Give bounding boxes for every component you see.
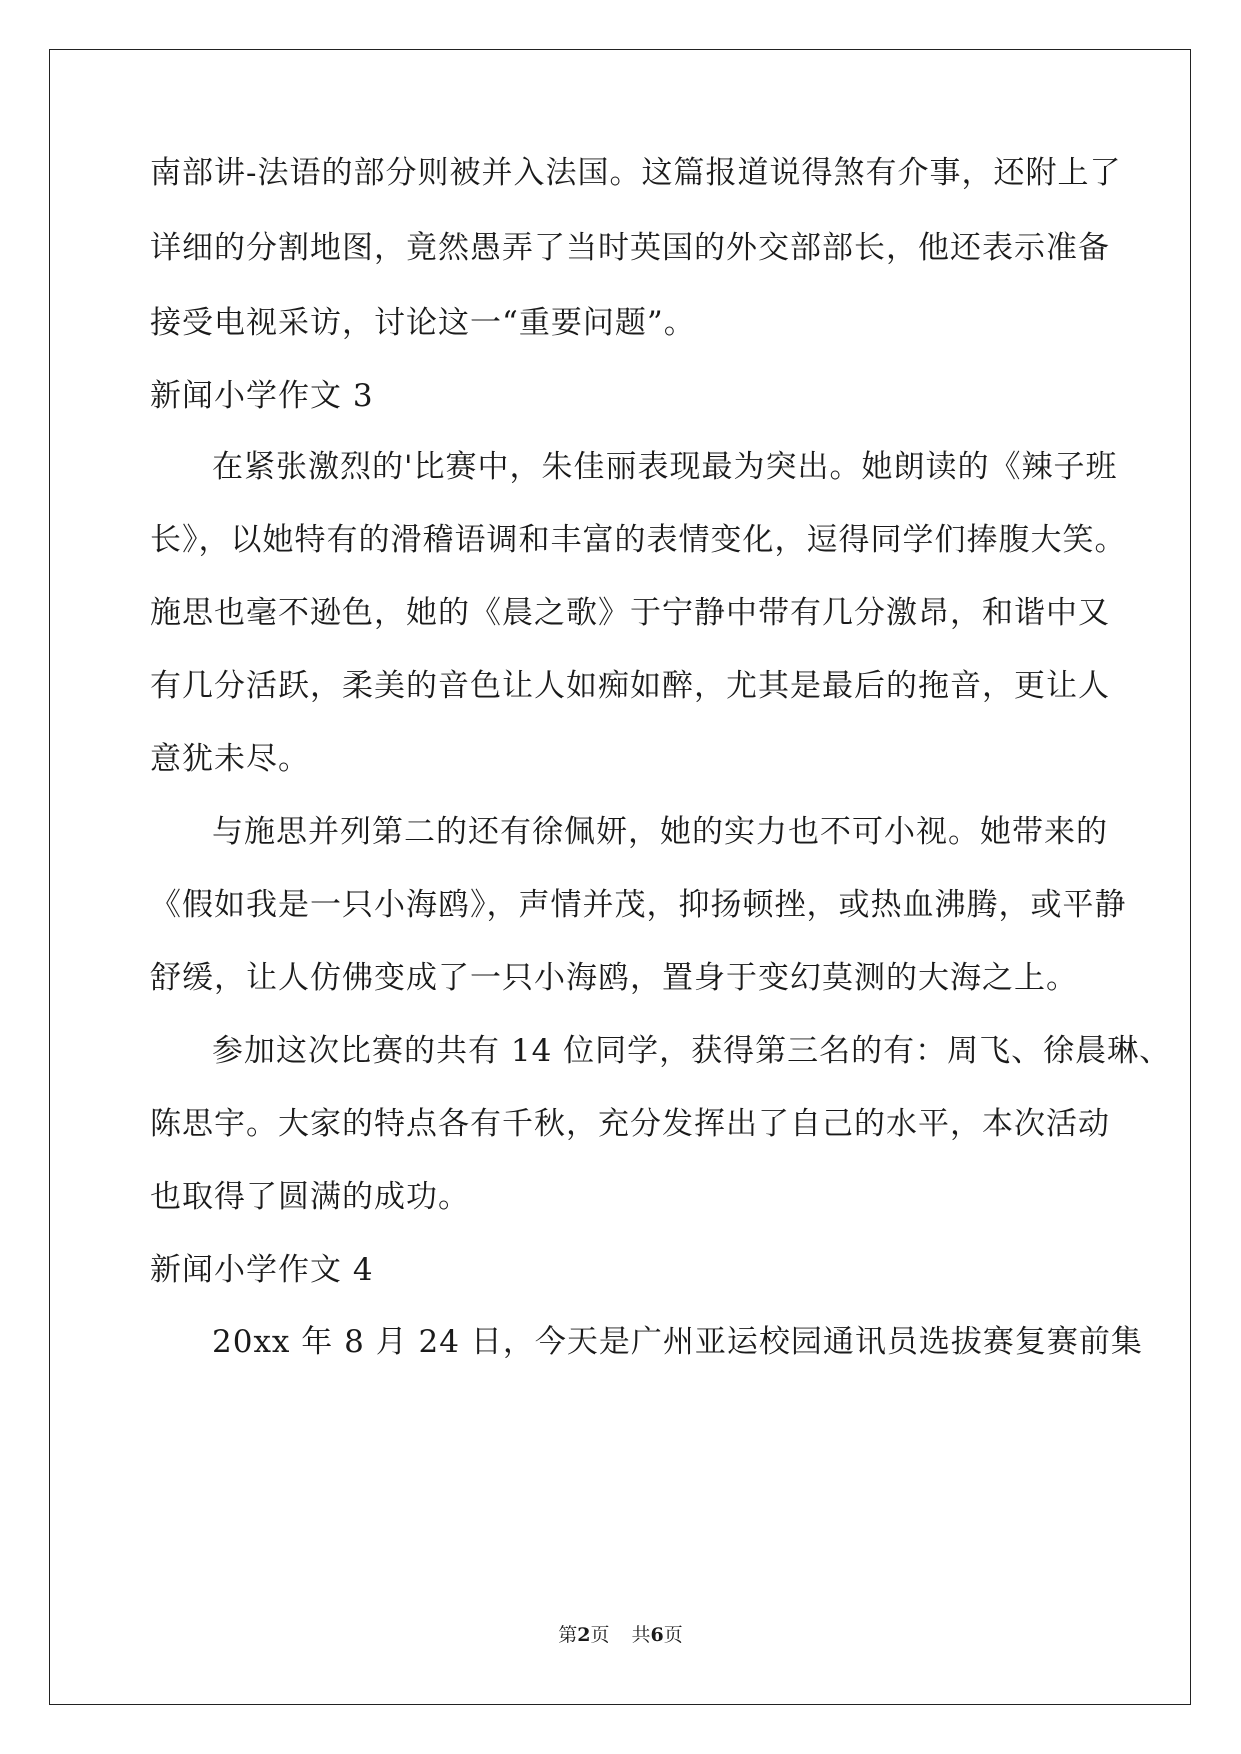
paragraph-line: 意犹未尽。 <box>150 741 310 777</box>
paragraph-line: 长》，以她特有的滑稽语调和丰富的表情变化，逗得同学们捧腹大笑。 <box>150 522 1127 558</box>
paragraph-line: 详细的分割地图，竟然愚弄了当时英国的外交部部长，他还表示准备 <box>150 230 1110 266</box>
total-suffix: 页 <box>663 1624 683 1646</box>
paragraph-line: 施思也毫不逊色，她的《晨之歌》于宁静中带有几分激昂，和谐中又 <box>150 595 1110 631</box>
paragraph-line: 接受电视采访，讨论这一“重要问题”。 <box>150 305 696 341</box>
paragraph-line: 陈思宇。大家的特点各有千秋，充分发挥出了自己的水平，本次活动 <box>150 1106 1110 1142</box>
section-heading: 新闻小学作文 4 <box>150 1252 374 1288</box>
page-border <box>49 49 1191 1705</box>
paragraph-line: 20xx 年 8 月 24 日，今天是广州亚运校园通讯员选拔赛复赛前集 <box>212 1324 1143 1360</box>
current-page-number: 2 <box>577 1624 591 1646</box>
paragraph-line: 《假如我是一只小海鸥》，声情并茂，抑扬顿挫，或热血沸腾，或平静 <box>150 887 1127 923</box>
paragraph-line: 与施思并列第二的还有徐佩妍，她的实力也不可小视。她带来的 <box>212 814 1108 850</box>
page-prefix: 第 <box>558 1624 578 1646</box>
paragraph-line: 舒缓，让人仿佛变成了一只小海鸥，置身于变幻莫测的大海之上。 <box>150 960 1078 996</box>
section-heading: 新闻小学作文 3 <box>150 378 374 414</box>
paragraph-line: 参加这次比赛的共有 14 位同学，获得第三名的有：周飞、徐晨琳、 <box>212 1033 1172 1069</box>
page-footer <box>0 1623 1241 1647</box>
paragraph-line: 在紧张激烈的'比赛中，朱佳丽表现最为突出。她朗读的《辣子班 <box>212 449 1118 485</box>
paragraph-line: 有几分活跃，柔美的音色让人如痴如醉，尤其是最后的拖音，更让人 <box>150 668 1110 704</box>
total-prefix: 共 <box>631 1624 651 1646</box>
paragraph-line: 也取得了圆满的成功。 <box>150 1179 470 1215</box>
page-suffix: 页 <box>590 1624 610 1646</box>
paragraph-line: 南部讲-法语的部分则被并入法国。这篇报道说得煞有介事，还附上了 <box>150 155 1122 191</box>
total-page-number: 6 <box>650 1624 664 1646</box>
